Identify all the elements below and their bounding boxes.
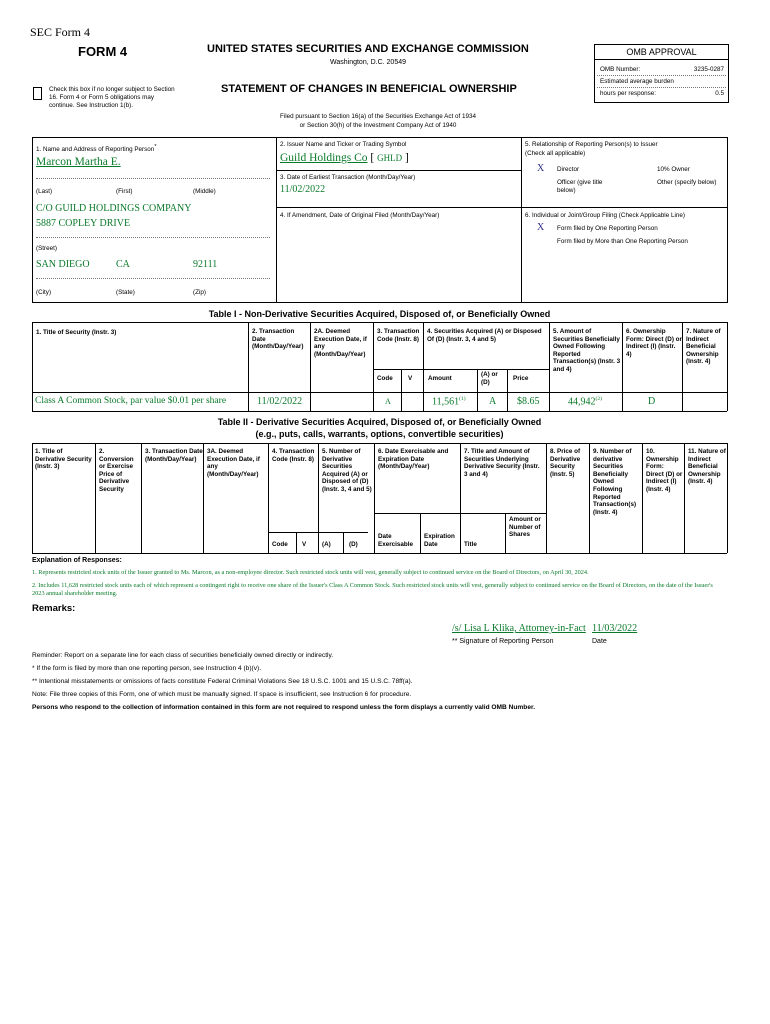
ten-percent-owner-label: 10% Owner (657, 166, 690, 173)
filed-pursuant-2: or Section 30(h) of the Investment Company Act of 1940 (299, 122, 457, 129)
earliest-transaction-date: 11/02/2022 (280, 184, 326, 195)
omb-title: OMB APPROVAL (595, 45, 728, 60)
zip-label: (Zip) (193, 289, 206, 296)
t2-code-header: Code (272, 541, 288, 548)
t1-amount-owned: 44,942$^{(2)}$ (568, 396, 602, 408)
omb-approval-box (594, 44, 729, 103)
agency-city: Washington, D.C. 20549 (330, 59, 407, 66)
t1-a-or-d: A (489, 396, 497, 407)
address-line-1: C/O GUILD HOLDINGS COMPANY (36, 203, 192, 214)
table2-title: Table II - Derivative Securities Acquired, Disposed of, or Beneficially Owned (217, 417, 542, 427)
box5-sub: (Check all applicable) (525, 150, 586, 157)
t2-amount-header: Amount or Number of Shares (509, 516, 541, 539)
t1-col3-header: 3. Transaction Code (Instr. 8) (377, 328, 420, 343)
note-reminder: Reminder: Report on a separate line for each class of securities beneficially owned directly or indirectly. (32, 652, 334, 659)
footnote-2: 2. Includes 11,628 restricted stock units each of which represent a contingent right to receive one share of the Issuer's Class A Common Stock. Such restricted stock units will vest, generally subject to continued service on the Board of Directors, on the date of the Issuer's 2023 annual shareholder meeting. (32, 582, 713, 597)
remarks-heading: Remarks: (32, 603, 76, 614)
checkbox-text: Check this box if no longer subject to Section 16. Form 4 or Form 5 obligations may continue. See Instruction 1(b). (49, 86, 175, 109)
omb-burden-label: Estimated average burden (600, 78, 674, 85)
t2-col10-header: 10. Ownership Form: Direct (D) or Indirect (I) (Instr. 4) (646, 448, 683, 493)
t2-date-exercisable-header: Date Exercisable (378, 533, 414, 548)
t2-col4-header: 4. Transaction Code (Instr. 8) (272, 448, 315, 463)
t2-col9-header: 9. Number of derivative Securities Beneficially Owned Following Reported Transaction(s) (Instr. 4) (593, 448, 637, 516)
t2-col3a-header: 3A. Deemed Execution Date, if any (Month/Day/Year) (207, 448, 260, 478)
reporting-person-name[interactable]: Marcon Martha E. (36, 156, 121, 168)
t1-v-header: V (408, 375, 413, 382)
address-line-2: 5887 COPLEY DRIVE (36, 218, 131, 229)
t1-code-header: Code (377, 375, 393, 382)
officer-label: Officer (give title below) (557, 179, 603, 194)
one-person-label: Form filed by One Reporting Person (557, 225, 658, 232)
t2-expiration-header: Expiration Date (424, 533, 455, 548)
explanation-heading: Explanation of Responses: (32, 557, 122, 564)
note-misstatements: ** Intentional misstatements or omissions of facts constitute Federal Criminal Violations See 18 U.S.C. 1001 and 15 U.S.C. 78ff(a). (32, 678, 413, 685)
filed-pursuant-1: Filed pursuant to Section 16(a) of the Securities Exchange Act of 1934 (279, 113, 477, 120)
statement-title: STATEMENT OF CHANGES IN BENEFICIAL OWNERSHIP (221, 83, 517, 95)
no-longer-subject-checkbox[interactable] (33, 87, 42, 100)
t2-col3-header: 3. Transaction Date (Month/Day/Year) (145, 448, 203, 463)
one-person-check-mark[interactable]: X (537, 222, 545, 233)
t1-aord-header: (A) or (D) (481, 371, 498, 386)
omb-number-value: 3235-0287 (693, 66, 724, 73)
t1-price-header: Price (513, 375, 529, 382)
note-file-copies: Note: File three copies of this Form, one of which must be manually signed. If space is insufficient, see Instruction 6 for procedure. (32, 691, 412, 698)
box3-label: 3. Date of Earliest Transaction (Month/Day/Year) (280, 174, 416, 181)
t1-ownership-form: D (648, 396, 656, 407)
table2-subtitle: (e.g., puts, calls, warrants, options, convertible securities) (255, 429, 504, 439)
t2-col6-header: 6. Date Exercisable and Expiration Date (Month/Day/Year) (378, 448, 449, 471)
note-omb: Persons who respond to the collection of information contained in this form are not required to respond unless the form displays a currently valid OMB Number. (32, 704, 536, 711)
t1-security-title: Class A Common Stock, par value $0.01 per share (35, 396, 227, 406)
t1-transaction-date: 11/02/2022 (257, 396, 303, 407)
state-label: (State) (116, 289, 135, 296)
issuer-name[interactable]: Guild Holdings Co [ GHLD ] (280, 152, 409, 164)
t1-transaction-code: A (385, 397, 391, 406)
director-check-mark[interactable]: X (537, 163, 545, 174)
t2-col11-header: 11. Nature of Indirect Beneficial Ownership (Instr. 4) (688, 448, 726, 486)
t1-col4-header: 4. Securities Acquired (A) or Disposed Of (D) (Instr. 3, 4 and 5) (427, 328, 542, 343)
box6-label: 6. Individual or Joint/Group Filing (Check Applicable Line) (525, 212, 685, 219)
form-number: FORM 4 (78, 44, 128, 59)
t2-d-header: (D) (349, 541, 358, 548)
more-persons-label: Form filed by More than One Reporting Person (557, 238, 688, 245)
page-title: SEC Form 4 (30, 25, 91, 39)
box1-label: 1. Name and Address of Reporting Person* (36, 144, 157, 154)
city-value: SAN DIEGO (36, 259, 90, 270)
omb-hours-value: 0.5 (715, 90, 724, 97)
t2-col1-header: 1. Title of Derivative Security (Instr. 3) (35, 448, 92, 471)
agency-title: UNITED STATES SECURITIES AND EXCHANGE COMMISSION (207, 43, 529, 55)
omb-hours-label: hours per response: (600, 90, 657, 97)
box2-label: 2. Issuer Name and Ticker or Trading Symbol (280, 141, 407, 148)
footnote-1: 1. Represents restricted stock units of the Issuer granted to Ms. Marcon, as a non-employee director. Such restricted stock units will vest, generally subject to continued service on the Board of Directors, on April 30, 2024. (32, 569, 589, 576)
director-label: Director (557, 166, 580, 173)
t1-col5-header: 5. Amount of Securities Beneficially Owned Following Reported Transaction(s) (Instr. 3 and 4) (553, 328, 621, 373)
first-label: (First) (116, 188, 133, 195)
table1-title: Table I - Non-Derivative Securities Acquired, Disposed of, or Beneficially Owned (208, 309, 551, 319)
t1-amount-header: Amount (428, 375, 452, 382)
street-label: (Street) (36, 245, 57, 252)
ticker-symbol: GHLD (377, 153, 403, 163)
t2-title-header: Title (464, 541, 477, 548)
t2-col7-header: 7. Title and Amount of Securities Underlying Derivative Security (Instr. 3 and 4) (464, 448, 540, 478)
t1-col2-header: 2. Transaction Date (Month/Day/Year) (252, 328, 304, 351)
t1-col2a-header: 2A. Deemed Execution Date, if any (Month/Day/Year) (314, 328, 367, 358)
t2-col2-header: 2. Conversion or Exercise Price of Derivative Security (99, 448, 134, 493)
t2-v-header: V (302, 541, 307, 548)
state-value: CA (116, 259, 130, 270)
t1-price: $8.65 (517, 396, 540, 407)
zip-value: 92111 (193, 259, 218, 270)
signature-label: ** Signature of Reporting Person (452, 638, 554, 645)
middle-label: (Middle) (193, 188, 216, 195)
t2-col8-header: 8. Price of Derivative Security (Instr. 5) (550, 448, 581, 478)
other-label: Other (specify below) (657, 179, 717, 186)
box4-label: 4. If Amendment, Date of Original Filed (Month/Day/Year) (280, 212, 440, 219)
t1-amount: 11,561$^{(1)}$ (432, 396, 466, 408)
signature: /s/ Lisa L Klika, Attorney-in-Fact (452, 623, 586, 634)
t1-col7-header: 7. Nature of Indirect Beneficial Ownership (Instr. 4) (686, 328, 721, 366)
note-multiple-persons: * If the form is filed by more than one reporting person, see Instruction 4 (b)(v). (32, 665, 262, 672)
t1-col1-header: 1. Title of Security (Instr. 3) (36, 329, 117, 336)
signature-date-label: Date (592, 638, 607, 645)
signature-date: 11/03/2022 (592, 623, 638, 634)
t2-a-header: (A) (322, 541, 331, 548)
box5-label: 5. Relationship of Reporting Person(s) to Issuer (525, 141, 658, 148)
t1-col6-header: 6. Ownership Form: Direct (D) or Indirect (I) (Instr. 4) (626, 328, 682, 358)
city-label: (City) (36, 289, 52, 296)
omb-number-label: OMB Number: (600, 66, 641, 73)
last-label: (Last) (36, 188, 53, 195)
t2-col5-header: 5. Number of Derivative Securities Acquired (A) or Disposed of (D) (Instr. 3, 4 and 5) (322, 448, 372, 493)
